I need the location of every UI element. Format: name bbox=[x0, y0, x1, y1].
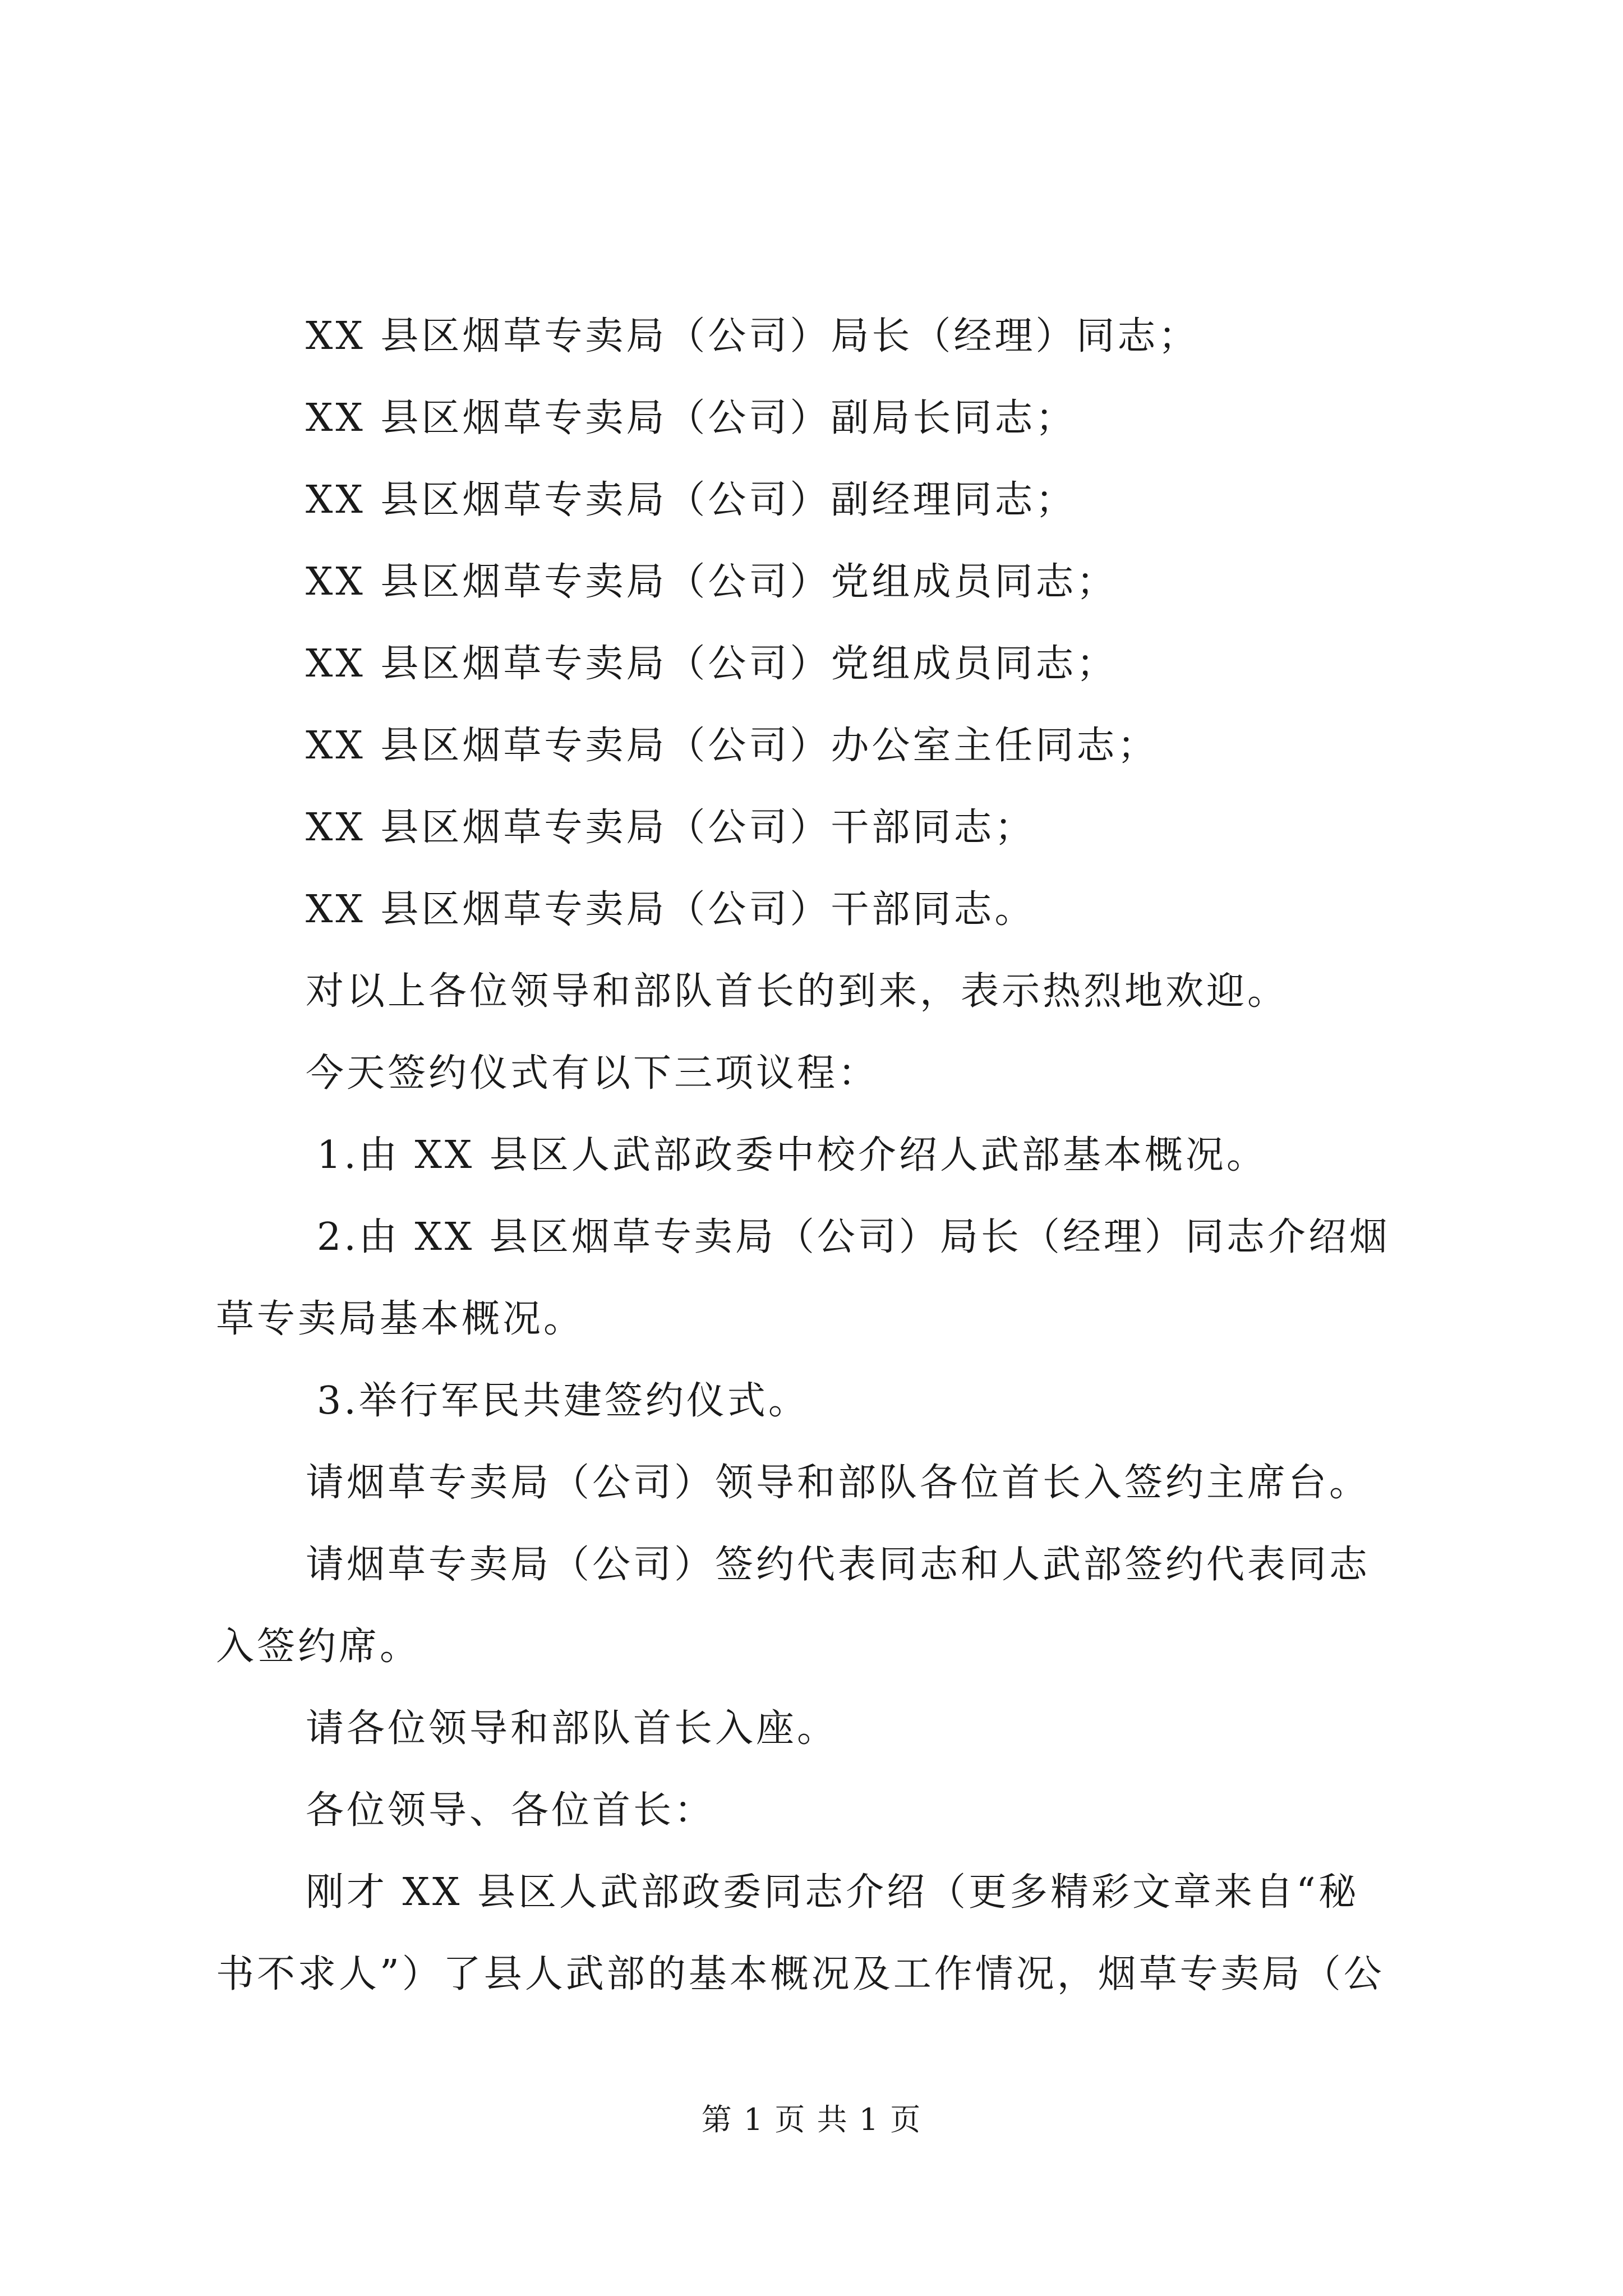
agenda-item-2: 2.由 XX 县区烟草专卖局（公司）局长（经理）同志介绍烟 bbox=[317, 1215, 1390, 1259]
paragraph-line: 草专卖局基本概况。 bbox=[216, 1297, 585, 1341]
agenda-item-3: 3.举行军民共建签约仪式。 bbox=[317, 1379, 809, 1423]
paragraph-line: 今天签约仪式有以下三项议程： bbox=[306, 1051, 879, 1096]
paragraph-line: XX 县区烟草专卖局（公司）办公室主任同志； bbox=[306, 724, 1159, 768]
paragraph-line: 请烟草专卖局（公司）领导和部队各位首长入签约主席台。 bbox=[306, 1461, 1371, 1505]
agenda-item-1: 1.由 XX 县区人武部政委中校介绍人武部基本概况。 bbox=[317, 1133, 1267, 1177]
paragraph-line: 各位领导、各位首长： bbox=[306, 1788, 716, 1833]
page-number-footer: 第 1 页 共 1 页 bbox=[701, 2102, 922, 2137]
paragraph-line: 入签约席。 bbox=[216, 1625, 421, 1669]
paragraph-line: 请烟草专卖局（公司）签约代表同志和人武部签约代表同志 bbox=[306, 1543, 1371, 1587]
paragraph-line: XX 县区烟草专卖局（公司）干部同志； bbox=[306, 806, 1036, 850]
paragraph-line: XX 县区烟草专卖局（公司）副经理同志； bbox=[306, 478, 1077, 522]
paragraph-line: XX 县区烟草专卖局（公司）局长（经理）同志； bbox=[306, 314, 1200, 358]
paragraph-line: XX 县区烟草专卖局（公司）党组成员同志； bbox=[306, 642, 1118, 686]
paragraph-line: 请各位领导和部队首长入座。 bbox=[306, 1706, 838, 1751]
paragraph-line: 对以上各位领导和部队首长的到来，表示热烈地欢迎。 bbox=[306, 969, 1289, 1014]
paragraph-line: 书不求人”）了县人武部的基本概况及工作情况，烟草专卖局（公 bbox=[216, 1952, 1385, 1996]
paragraph-line: XX 县区烟草专卖局（公司）副局长同志； bbox=[306, 396, 1077, 440]
paragraph-line: XX 县区烟草专卖局（公司）干部同志。 bbox=[306, 887, 1036, 932]
paragraph-line: 刚才 XX 县区人武部政委同志介绍（更多精彩文章来自“秘 bbox=[306, 1870, 1359, 1915]
paragraph-line: XX 县区烟草专卖局（公司）党组成员同志； bbox=[306, 560, 1118, 604]
